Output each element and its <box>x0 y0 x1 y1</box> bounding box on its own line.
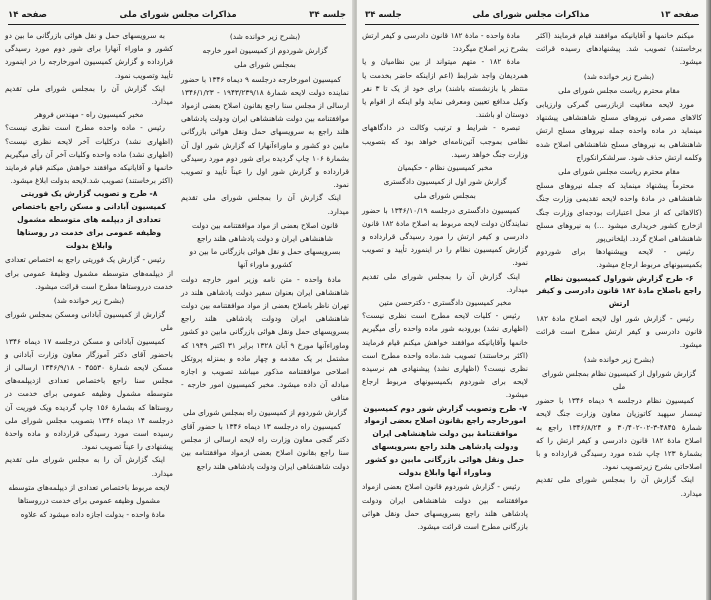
paragraph: کمیسیون امورخارجه درجلسه ۹ دیماه ۱۳۴۶ با حضور نماینده دولت لایحه شمارهٔ ۱۹۴۳/۲۳۹/۱۸ - ۱۳۴۶/۱/۲۳ ارسالی از مجلس سنا راجع بقانون اصلاح بعضی ازمواد موافقتنامه بین دولت شاهنشاهی ایران ودولت پادشاهی هلند راجع به سرویسهای حمل ونقل هوائی بازرگانی مابین دو کشور و ماوراءآنهارا که گزارش شور اول آن بشمارهٔ ۱۰۶ چاپ گردیده برای شور دوم مورد رسیدگی قرارداده و گزارش شور اول را عیناً تأیید و تصویب نمود. <box>181 74 349 190</box>
paragraph: کمیسیون نظام درجلسه ۹ دیماه ۱۳۴۶ با حضور تیمسار سپهبد کاتوزیان معاون وزارت جنگ لایحه شمارهٔ ۴۸۴۵-۳-۰۲-۳۰/۴۰۲ و ۱۳۴۶/۸/۲۴ راجع به اصلاح مادهٔ ۱۸۲ قانون دادرسی و کیفر ارتش را که بشمارهٔ ۱۲۳ چاپ شده مورد رسیدگی قرارداده و با اصلاحاتی بشرح زیرتصویب نمود. <box>536 396 702 472</box>
paragraph: مورد لایحه معافیت ازبازرسی گمرکی وارزیابی کالاهای مصرفی نیروهای مسلح شاهنشاهی پیشنهاد مینماید در ماده واحده جمله نیروهای مسلح ارتش شاهنشاهی به نیروهای مسلح شاهنشاهی اصلاح شده وکلمه ارتش حذف شود. سرلشکرانکوراج <box>536 100 702 162</box>
right-page <box>357 0 707 600</box>
text-column <box>5 29 173 521</box>
paragraph: مادهٔ واحده - بدولت اجازه داده میشود که علاوه <box>20 510 165 520</box>
paragraph: کمیسیون آبادانی و مسکن درجلسه ۱۷ دیماه ۱۳۴۶ باحضور آقای دکتر آموزگار معاون وزارت آبادانی و مسکن لایحه شمارهٔ ۴۵۵۳۰ - ۱۳۴۶/۹/۱۸ ارسالی از مجلس سنا راجع باختصاص تعدادی ازدیپلمه‌های متوسطه مشمول وظیفه عمومی برای خدمت در روستاها که بشمارهٔ ۱۵۶ چاپ گردیده ویک فوریت آن درجلسه ۱۴ دیماه ۱۳۴۶ بتصویب مجلس شورای ملی رسیده است مورد رسیدگی قرارداده و ماده واحدهٔ پیشنهادی را عیناً تصویب نمود. <box>5 336 173 452</box>
paragraph: رئیس - گزارش شوردوم قانون اصلاح بعضی ازمواد موافقتنامه بین دولت شاهنشاهی ایران ودولت پادشاهی هلند راجع بسرویسهای حمل ونقل هوائی بازرگانی مطرح است قرائت میشود. <box>362 482 528 532</box>
page-header <box>365 8 699 25</box>
paragraph: کمیسیون راه درجلسه ۱۳ دیماه ۱۳۴۶ با حضور آقای دکتر گنجی معاون وزارت راه لایحه ارسالی از مجلس سنا راجع بقانون اصلاح بعضی ازمواد موافقتنامه بین دولت شاهنشاهی ایران ودولت پادشاهی هلند راجع <box>181 421 349 471</box>
centered-line: (بشرح زیر خوانده شد) <box>229 32 301 41</box>
text-column <box>536 29 702 533</box>
paragraph: به سرویسهای حمل و نقل هوائی بازرگانی ما بین دو کشور و ماوراء آنهارا برای شور دوم مورد رسیدگی قرارداده و گزارش کمیسیون امورخارجه را در اینمورد تأیید وتصویب نمود. <box>5 31 173 80</box>
centered-line: بمجلس شورای ملی <box>234 60 296 70</box>
page-number: صفحه ۱۴ <box>8 10 47 20</box>
text-column <box>181 29 349 521</box>
centered-line: قانون اصلاح بعضی از مواد موافقتنامه بین دولت شاهنشاهی ایران و دولت پادشاهی هلند راجع بسرویسهای حمل و نقل هوائی بازرگانی ما بین دو کشورو ماوراء آنها <box>189 220 341 270</box>
centered-line: گزارش شور اول از کمیسیون دادگستری <box>383 177 507 187</box>
centered-line: گزارش شوردوم از کمیسیون راه بمجلس شورای ملی <box>183 407 347 417</box>
paragraph: مادهٔ واحده - مادهٔ ۱۸۲ قانون دادرسی و کیفر ارتش بشرح زیر اصلاح میگردد: <box>362 31 528 54</box>
page-header <box>8 8 346 25</box>
paragraph: اینک گزارش آن را بمجلس شورای ملی تقدیم میدارد. <box>536 475 702 498</box>
page-edge-shadow <box>706 0 711 600</box>
text-column <box>362 29 528 533</box>
centered-line: (بشرح زیر خوانده شد) <box>53 296 125 306</box>
section-heading: ۶- طرح گزارش شوراول کمیسیون نظام راجع باصلاح مادهٔ ۱۸۲ قانون دادرسی و کیفر ارتش <box>536 273 702 309</box>
centered-line: مخبر کمیسیون دادگستری - دکترحسن متین <box>378 298 512 308</box>
section-heading: ۸- طرح و تصویب گزارش یک فوریتی کمیسیون آبادانی و مسکن راجع باختصاص تعدادی از دیپلمه های متوسطه مشمول وظیفه عمومی برای خدمت در روستاها وابلاغ بدولت <box>11 189 167 250</box>
page-number: صفحه ۱۳ <box>660 10 699 20</box>
paragraph: رئیس - گزارش یک فوریتی راجع به اختصاص تعدادی از دیپلمه‌های متوسطه مشمول وظیفهٔ عمومی برای خدمت درروستاها مطرح است قرائت میشود. <box>5 255 173 291</box>
paragraph: میکنم خانمها و آقایانیکه موافقند قیام فرمایند (اکثر برخاستند) تصویب شد. پیشنهادهای رسیده قرائت میشود. <box>536 31 702 67</box>
centered-line: مخبر کمیسیون نظام - حکیمیان <box>397 163 493 173</box>
session-number: جلسه ۳۴ <box>365 10 402 20</box>
paragraph: مادهٔ ۱۸۲ - متهم میتواند از بین نظامیان و یا همردیفان واجد شرایط (اعم ازاینکه حاضر بخدمت یا منتظر یا بازنشسته باشند) برای خود از یک تا ۳ نفر وکیل مدافع تعیین ومعرفی نماید ولو اینکه از اقوام یا دوستان او باشند. <box>362 57 528 120</box>
paragraph: اینک گزارش آن را به مجلس شورای ملی تقدیم میدارد. <box>5 455 173 478</box>
text-columns <box>362 29 702 533</box>
paragraph: رئیس - گزارش شور اول لایحه اصلاح مادهٔ ۱۸۲ قانون دادرسی و کیفر ارتش مطرح است قرائت میشود. <box>536 314 702 350</box>
centered-line: مقام محترم ریاست مجلس شورای ملی <box>558 85 680 95</box>
centered-line: گزارش شوردوم از کمیسیون امور خارجه <box>202 46 328 56</box>
journal-title: مذاکرات مجلس شورای ملی <box>472 10 590 20</box>
centered-line: لایحه مربوط باختصاص تعدادی از دیپلمه‌های متوسطه مشمول وظیفه عمومی برای خدمت درروستاها <box>8 482 170 506</box>
paragraph: رئیس - لایحه وپیشنهادها برای شوردوم بکمیسیونهای مربوط ارجاع میشود. <box>536 247 702 270</box>
paragraph: رئیس - کلیات لایحه مطرح است نظری نیست؟ (اظهاری نشد) بورودبه شور ماده واحده رأی میگیریم خانمها وآقایانیکه موافقند خواهش میکنم قیام فرمایند (اکثر برخاستند) تصویب شد.ماده واحده مطرح است نظری نیست؟ (اظهاری نشد) پیشنهادی هم نرسیده لایحه برای شوردوم بکمیسیونهای مربوط ارجاع میشود. <box>362 311 528 400</box>
session-number: جلسه ۳۴ <box>309 10 346 20</box>
centered-line: بمجلس شورای ملی <box>414 191 476 201</box>
centered-line: (بشرح زیر خوانده شد) <box>583 354 655 364</box>
centered-line: (بشرح زیر خوانده شد) <box>583 71 655 81</box>
paragraph: محترماً پیشنهاد مینماید که جمله نیروهای مسلح شاهنشاهی در مادهٔ واحده لایحه تقدیمی وزارت جنگ (کالاهائی که از محل اعتبارات بودجه‌ای وزارت جنگ ازخارج کشور خریداری میشود ...) به نیروهای مسلح شاهنشاهی اصلاح گردد. ایلخانی‌پور <box>536 181 702 244</box>
paragraph: کمیسیون دادگستری درجلسه ۱۳۴۶/۱۰/۱۹ با حضور نمایندگان دولت لایحه مربوط به اصلاح مادهٔ ۱۸۲ قانون دادرسی و کیفر ارتش را مورد رسیدگی قرارداده و گزارش کمیسیون نظام را در اینمورد تأیید و تصویب نمود. <box>362 205 528 268</box>
paragraph: تبصره - شرایط و ترتیب وکالت در دادگاههای نظامی بموجب آئین‌نامه‌ای خواهد بود که بتصویب وزارت جنگ خواهد رسید. <box>362 123 528 159</box>
paragraph: اینک گزارش آن را بمجلس شورای ملی تقدیم میدارد. <box>181 193 349 216</box>
text-columns <box>5 29 349 521</box>
centered-line: گزارش شوراول از کمیسیون نظام بمجلس شورای ملی <box>542 368 696 392</box>
paragraph: گزارش از کمیسیون آبادانی ومسکن بمجلس شورای ملی <box>5 310 173 333</box>
journal-title: مذاکرات مجلس شورای ملی <box>119 10 237 20</box>
centered-line: مقام محترم ریاست مجلس شورای ملی <box>558 167 680 177</box>
paragraph: اینک گزارش آن را بمجلس شورای ملی تقدیم میدارد. <box>5 83 173 107</box>
centered-line: مخبر کمیسیون راه - مهندس فروهر <box>34 110 144 120</box>
paragraph: رئیس - ماده واحده مطرح است نظری نیست؟ (اظهاری نشد) درکلیات آخر لایحه نظری نیست؟ (اظهاری نشد) ماده واحده وکلیات آخر آن رأی میگیریم خانمها و آقایانیکه موافقند خواهش میکنم قیام فرمایند (اکثر برخاستند) تصویب شد.لایحه بدولت ابلاغ میشود. <box>5 123 173 186</box>
paragraph: اینک گزارش آن را بمجلس شورای ملی تقدیم میدارد. <box>362 271 528 294</box>
section-heading: ۷- طرح وتصویب گزارش شور دوم کمیسیون امورخارجه راجع بقانون اصلاح بعضی ازمواد موافقتنامهٔ بین دولت شاهنشاهی ایران ودولت پادشاهی هلند راجع بسرویسهای حمل ونقل هوائی بازرگانی مابین دو کشور وماوراء آنها وابلاغ بدولت <box>363 403 527 477</box>
paragraph: مادهٔ واحده - متن نامه وزیر امور خارجه دولت شاهنشاهی ایران بعنوان سفیر دولت پادشاهی هلند در تهران ناظر باصلاح بعضی از مواد موافقتنامه بین دولت شاهنشاهی ایران ودولت پادشاهی هلند راجع بسرویسهای حمل ونقل هوائی بازرگانی مابین دو کشور وماوراءآنها مورخ ۹ آبان ۱۳۲۸ برابر ۳۱ اکتبر ۱۹۴۹ که مشتمل بر یک مقدمه و چهار ماده و بمنزله پروتکل اصلاحی موافقتنامه مذکور میباشد تصویب و اجازه مبادله آن داده میشود. مخبر کمیسیون امور خارجه - منافی <box>181 274 349 403</box>
left-page <box>0 0 354 600</box>
